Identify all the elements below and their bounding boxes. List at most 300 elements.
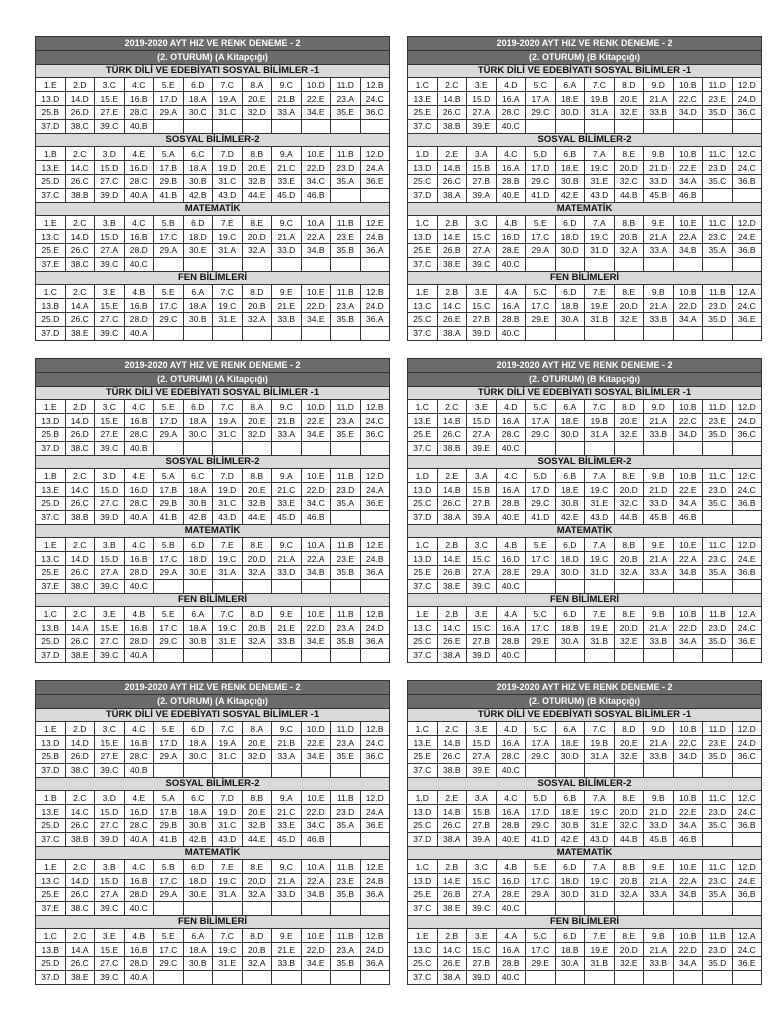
answer-cell: 46.B (301, 188, 331, 202)
answer-cell: 6.B (555, 469, 585, 483)
answer-row (36, 887, 390, 901)
answer-cell: 38.C (65, 901, 95, 915)
answer-cell: 25.C (408, 496, 438, 510)
answer-cell: 17.B (154, 483, 184, 497)
answer-row (408, 483, 762, 497)
answer-cell: 9.D (644, 78, 674, 92)
answer-cell: 21.D (644, 483, 674, 497)
answer-cell: 27.B (467, 818, 497, 832)
answer-cell: 14.B (437, 483, 467, 497)
answer-cell: 11.C (703, 791, 733, 805)
answer-cell: 26.C (65, 887, 95, 901)
answer-row (408, 147, 762, 161)
answer-cell: 40.C (124, 901, 154, 915)
answer-cell: 11.B (331, 929, 361, 943)
answer-cell: 24.C (360, 736, 390, 750)
answer-cell: 12.D (732, 860, 762, 874)
answer-cell (644, 441, 674, 455)
answer-cell (526, 326, 556, 340)
answer-row (408, 92, 762, 106)
answer-cell: 37.C (408, 257, 438, 271)
answer-cell: 6.A (555, 78, 585, 92)
answer-cell: 6.D (555, 607, 585, 621)
answer-cell (331, 510, 361, 524)
answer-cell (673, 257, 703, 271)
answer-cell: 13.B (36, 621, 66, 635)
answer-cell: 22.D (673, 621, 703, 635)
answer-cell (360, 510, 390, 524)
answer-cell: 12.A (732, 285, 762, 299)
answer-cell: 31.B (585, 312, 615, 326)
section-title: TÜRK DİLİ VE EDEBİYATI SOSYAL BİLİMLER -1 (36, 386, 390, 400)
answer-cell: 35.A (703, 887, 733, 901)
answer-cell: 23.D (703, 161, 733, 175)
answer-cell: 31.E (585, 818, 615, 832)
answer-cell: 9.A (272, 791, 302, 805)
answer-cell: 37.D (408, 510, 438, 524)
answer-cell: 20.D (242, 230, 272, 244)
answer-cell (360, 119, 390, 133)
answer-cell: 37.C (36, 832, 66, 846)
answer-cell: 31.D (585, 243, 615, 257)
answer-cell: 5.E (154, 722, 184, 736)
answer-cell: 40.E (496, 832, 526, 846)
answer-cell: 33.D (644, 496, 674, 510)
answer-cell (183, 326, 213, 340)
answer-cell (732, 763, 762, 777)
answer-cell: 35.B (331, 312, 361, 326)
answer-cell: 1.B (36, 147, 66, 161)
answer-row (408, 243, 762, 257)
answer-cell: 17.C (526, 552, 556, 566)
answer-cell (360, 326, 390, 340)
answer-cell: 33.A (272, 105, 302, 119)
answer-cell: 20.D (242, 552, 272, 566)
answer-cell: 27.A (95, 565, 125, 579)
answer-cell: 34.A (673, 312, 703, 326)
answer-cell: 35.B (331, 243, 361, 257)
answer-cell: 8.D (242, 929, 272, 943)
exam-title: 2019-2020 AYT HIZ VE RENK DENEME - 2 (36, 681, 390, 695)
answer-cell (555, 326, 585, 340)
answer-cell: 36.E (732, 956, 762, 970)
answer-cell: 17.C (526, 943, 556, 957)
answer-cell (732, 832, 762, 846)
answer-cell: 12.D (360, 791, 390, 805)
answer-cell: 17.D (526, 483, 556, 497)
answer-cell: 21.D (644, 805, 674, 819)
answer-cell: 25.D (36, 496, 66, 510)
answer-cell (732, 326, 762, 340)
answer-cell: 6.D (555, 860, 585, 874)
answer-cell: 7.E (213, 860, 243, 874)
answer-cell (703, 579, 733, 593)
answer-cell: 35.A (331, 496, 361, 510)
answer-cell: 42.B (183, 832, 213, 846)
answer-cell: 32.A (614, 243, 644, 257)
section-title: SOSYAL BİLİMLER-2 (36, 455, 390, 469)
answer-cell: 14.E (437, 874, 467, 888)
answer-cell: 22.D (301, 621, 331, 635)
answer-cell: 10.D (301, 400, 331, 414)
answer-cell (272, 901, 302, 915)
answer-cell: 2.C (65, 216, 95, 230)
answer-cell: 12.A (732, 929, 762, 943)
answer-cell: 32.E (614, 312, 644, 326)
answer-cell: 36.E (360, 818, 390, 832)
answer-cell (732, 188, 762, 202)
answer-cell: 8.E (242, 860, 272, 874)
answer-cell: 37.C (408, 763, 438, 777)
answer-cell: 25.E (408, 565, 438, 579)
answer-cell (154, 970, 184, 984)
answer-cell: 26.C (437, 174, 467, 188)
answer-cell: 23.E (703, 736, 733, 750)
answer-cell: 34.C (301, 174, 331, 188)
answer-cell (585, 119, 615, 133)
answer-cell: 26.B (437, 243, 467, 257)
answer-cell: 18.E (555, 736, 585, 750)
answer-cell: 17.C (526, 230, 556, 244)
section-title: SOSYAL BİLİMLER-2 (408, 777, 762, 791)
answer-cell: 19.C (585, 230, 615, 244)
answer-cell: 23.E (331, 874, 361, 888)
answer-cell: 24.C (732, 805, 762, 819)
answer-cell: 22.D (301, 483, 331, 497)
answer-cell: 11.C (703, 469, 733, 483)
answer-cell: 33.D (272, 565, 302, 579)
answer-cell: 7.C (213, 285, 243, 299)
answer-cell: 6.A (555, 722, 585, 736)
answer-cell: 33.B (272, 956, 302, 970)
answer-cell: 5.E (526, 538, 556, 552)
answer-cell: 13.D (36, 92, 66, 106)
answer-cell (555, 901, 585, 915)
answer-cell: 11.C (703, 860, 733, 874)
answer-cell: 19.D (213, 483, 243, 497)
answer-cell: 40.A (124, 648, 154, 662)
answer-cell (614, 579, 644, 593)
answer-cell (555, 257, 585, 271)
answer-cell (242, 648, 272, 662)
answer-cell: 40.C (496, 257, 526, 271)
answer-cell: 8.E (614, 285, 644, 299)
answer-cell: 39.D (467, 970, 497, 984)
answer-cell (213, 901, 243, 915)
answer-row (36, 312, 390, 326)
answer-cell: 33.D (272, 243, 302, 257)
answer-row (408, 285, 762, 299)
answer-cell: 3.E (467, 722, 497, 736)
answer-cell: 45.B (644, 188, 674, 202)
answer-cell: 31.A (213, 243, 243, 257)
answer-cell: 4.B (124, 285, 154, 299)
answer-cell: 17.D (154, 414, 184, 428)
answer-cell: 33.B (644, 749, 674, 763)
answer-row (408, 970, 762, 984)
answer-cell: 32.A (242, 956, 272, 970)
answer-cell: 24.A (360, 805, 390, 819)
answer-cell: 37.D (36, 326, 66, 340)
answer-cell: 6.D (183, 400, 213, 414)
answer-cell: 15.C (467, 621, 497, 635)
answer-cell: 2.B (437, 285, 467, 299)
answer-cell: 31.E (585, 496, 615, 510)
answer-cell: 35.C (703, 174, 733, 188)
answer-cell (526, 763, 556, 777)
answer-cell (703, 970, 733, 984)
answer-cell: 28.E (496, 887, 526, 901)
answer-cell: 38.E (437, 579, 467, 593)
answer-cell: 41.B (154, 510, 184, 524)
answer-cell: 21.C (272, 161, 302, 175)
answer-cell: 18.E (555, 92, 585, 106)
answer-cell: 36.C (732, 749, 762, 763)
answer-cell: 16.A (496, 92, 526, 106)
answer-card-b (407, 680, 762, 985)
answer-row (408, 496, 762, 510)
answer-cell: 14.A (65, 299, 95, 313)
answer-cell: 17.A (526, 414, 556, 428)
answer-cell (213, 257, 243, 271)
answer-cell (331, 832, 361, 846)
answer-row (36, 257, 390, 271)
answer-cell: 26.C (65, 818, 95, 832)
answer-cell: 28.C (124, 174, 154, 188)
answer-cell: 9.C (272, 400, 302, 414)
answer-cell: 41.B (154, 188, 184, 202)
answer-cell: 8.D (614, 400, 644, 414)
session-label: (2. OTURUM) (A Kitapçığı) (36, 372, 390, 386)
answer-cell: 24.D (732, 414, 762, 428)
answer-cell: 30.B (183, 634, 213, 648)
answer-cell: 26.C (65, 174, 95, 188)
answer-cell: 26.E (437, 634, 467, 648)
answer-cell: 28.B (496, 634, 526, 648)
answer-cell: 39.C (95, 257, 125, 271)
answer-cell: 27.A (467, 427, 497, 441)
answer-cell: 19.C (213, 621, 243, 635)
answer-cell: 26.C (437, 427, 467, 441)
answer-cell: 46.B (673, 832, 703, 846)
answer-cell: 11.B (331, 469, 361, 483)
answer-cell (154, 901, 184, 915)
answer-cell: 23.E (331, 230, 361, 244)
answer-cell: 16.B (124, 621, 154, 635)
answer-cell (301, 257, 331, 271)
answer-cell: 30.B (555, 174, 585, 188)
answer-cell: 30.D (555, 887, 585, 901)
answer-cell: 6.B (555, 147, 585, 161)
answer-cell: 32.C (614, 496, 644, 510)
answer-cell: 18.D (183, 874, 213, 888)
answer-cell: 9.A (272, 147, 302, 161)
answer-cell: 2.D (65, 78, 95, 92)
answer-cell: 17.D (154, 736, 184, 750)
answer-row (408, 427, 762, 441)
answer-cell: 28.C (124, 105, 154, 119)
answer-cell: 15.E (95, 92, 125, 106)
answer-cell (614, 648, 644, 662)
answer-cell: 14.B (437, 92, 467, 106)
answer-cell: 16.D (496, 552, 526, 566)
answer-cell: 43.D (585, 832, 615, 846)
answer-cell: 30.D (555, 105, 585, 119)
answer-cell: 23.A (331, 414, 361, 428)
answer-cell: 1.E (408, 285, 438, 299)
answer-cell (360, 970, 390, 984)
answer-cell (526, 257, 556, 271)
answer-cell: 1.E (36, 860, 66, 874)
answer-cell: 13.E (36, 805, 66, 819)
answer-cell: 39.C (467, 579, 497, 593)
section-title: MATEMATİK (408, 846, 762, 860)
answer-cell: 2.C (65, 469, 95, 483)
answer-cell: 9.B (644, 469, 674, 483)
answer-cell: 28.D (124, 243, 154, 257)
answer-cell (242, 901, 272, 915)
answer-cell: 17.A (526, 736, 556, 750)
answer-cell: 6.D (183, 216, 213, 230)
answer-cell (614, 441, 644, 455)
answer-cell: 41.B (154, 832, 184, 846)
answer-cell: 1.D (408, 791, 438, 805)
answer-cell: 36.B (732, 818, 762, 832)
answer-cell: 13.C (36, 230, 66, 244)
answer-cell (526, 119, 556, 133)
answer-cell: 7.C (585, 400, 615, 414)
answer-cell (360, 648, 390, 662)
answer-cell: 1.C (408, 216, 438, 230)
answer-cell: 3.E (467, 78, 497, 92)
answer-cell: 15.C (467, 943, 497, 957)
answer-row (408, 901, 762, 915)
answer-cell: 37.D (408, 832, 438, 846)
answer-cell: 18.A (183, 161, 213, 175)
section-title: FEN BİLİMLERİ (36, 593, 390, 607)
answer-cell: 40.C (496, 441, 526, 455)
answer-cell: 14.B (437, 736, 467, 750)
answer-cell: 10.A (301, 216, 331, 230)
answer-cell: 7.E (213, 216, 243, 230)
answer-row (36, 174, 390, 188)
answer-row (36, 483, 390, 497)
answer-cell: 22.C (673, 736, 703, 750)
answer-cell: 15.D (467, 414, 497, 428)
answer-cell: 39.D (467, 326, 497, 340)
answer-cell: 20.D (614, 621, 644, 635)
answer-cell: 17.C (154, 552, 184, 566)
answer-cell: 16.B (124, 552, 154, 566)
answer-cell: 35.D (703, 749, 733, 763)
answer-cell: 25.C (408, 956, 438, 970)
answer-cell: 39.C (95, 119, 125, 133)
answer-cell: 7.A (585, 860, 615, 874)
answer-cell: 12.D (360, 147, 390, 161)
answer-row (408, 257, 762, 271)
answer-cell: 5.B (154, 860, 184, 874)
answer-cell: 20.E (614, 92, 644, 106)
answer-cell (360, 441, 390, 455)
answer-cell: 8.D (242, 285, 272, 299)
answer-cell: 38.A (437, 970, 467, 984)
answer-cell: 11.D (703, 400, 733, 414)
answer-cell: 8.B (614, 216, 644, 230)
answer-cell: 7.C (213, 607, 243, 621)
answer-row (408, 312, 762, 326)
answer-cell: 7.A (585, 538, 615, 552)
answer-cell: 29.A (154, 749, 184, 763)
answer-cell (331, 970, 361, 984)
answer-cell (526, 970, 556, 984)
answer-cell: 14.D (65, 552, 95, 566)
answer-cell: 18.E (555, 805, 585, 819)
answer-row (36, 285, 390, 299)
answer-cell: 18.B (555, 621, 585, 635)
answer-cell: 19.C (585, 483, 615, 497)
answer-cell (154, 579, 184, 593)
answer-row (36, 496, 390, 510)
answer-cell: 6.A (183, 607, 213, 621)
answer-cell: 23.D (703, 943, 733, 957)
answer-cell: 16.A (496, 805, 526, 819)
answer-cell: 21.A (644, 92, 674, 106)
answer-cell (673, 326, 703, 340)
answer-cell: 7.E (585, 929, 615, 943)
answer-cell: 37.D (36, 119, 66, 133)
answer-cell: 5.C (526, 78, 556, 92)
answer-cell: 29.C (154, 634, 184, 648)
answer-cell: 4.C (124, 400, 154, 414)
answer-cell: 6.D (555, 285, 585, 299)
answer-cell: 1.C (36, 607, 66, 621)
answer-cell (301, 648, 331, 662)
answer-cell: 29.B (154, 496, 184, 510)
answer-cell: 12.B (360, 400, 390, 414)
answer-cell: 19.B (585, 92, 615, 106)
answer-cell: 10.B (673, 78, 703, 92)
answer-cell: 9.D (644, 400, 674, 414)
answer-cell: 6.A (555, 400, 585, 414)
answer-cell: 29.C (526, 749, 556, 763)
answer-row (36, 818, 390, 832)
answer-cell: 20.D (614, 943, 644, 957)
answer-cell: 20.D (614, 805, 644, 819)
answer-cell: 34.D (673, 427, 703, 441)
answer-cell: 12.A (732, 607, 762, 621)
answer-row (36, 565, 390, 579)
answer-cell: 24.C (732, 483, 762, 497)
answer-cell: 41.D (526, 510, 556, 524)
answer-cell: 24.A (360, 483, 390, 497)
answer-cell: 39.C (467, 901, 497, 915)
answer-cell: 37.D (36, 441, 66, 455)
answer-cell: 8.B (242, 147, 272, 161)
answer-cell (673, 763, 703, 777)
answer-cell: 34.B (301, 565, 331, 579)
answer-cell: 25.C (408, 634, 438, 648)
answer-cell: 29.C (526, 496, 556, 510)
section-title: FEN BİLİMLERİ (408, 915, 762, 929)
answer-cell: 43.D (213, 188, 243, 202)
answer-cell: 31.A (585, 427, 615, 441)
answer-cell: 19.E (585, 299, 615, 313)
section-title: MATEMATİK (36, 524, 390, 538)
answer-cell: 14.A (65, 943, 95, 957)
answer-cell: 31.E (213, 312, 243, 326)
answer-cell: 1.C (408, 722, 438, 736)
answer-cell: 16.B (124, 736, 154, 750)
